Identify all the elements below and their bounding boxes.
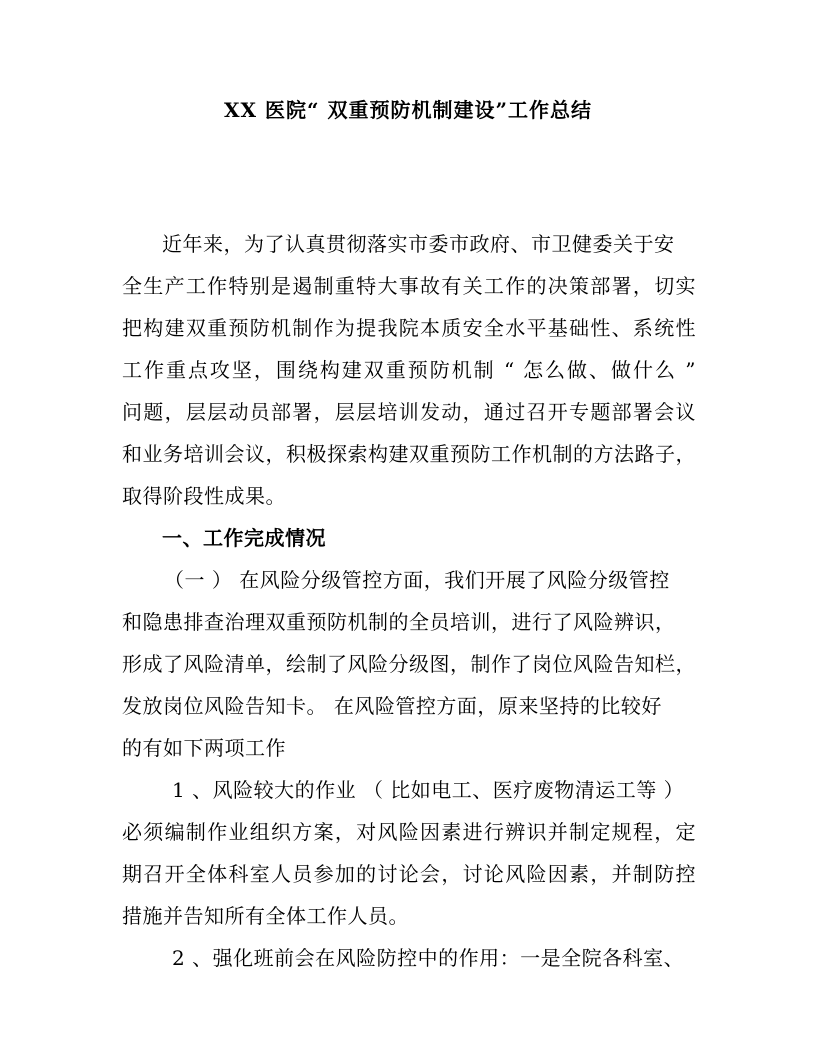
paragraph-line: 工作重点攻坚，围绕构建双重预防机制 “ 怎么做、做什么 ” <box>122 358 696 382</box>
paragraph-line: 取得阶段性成果。 <box>122 484 286 508</box>
paragraph-line: 形成了风险清单，绘制了风险分级图，制作了岗位风险告知栏， <box>122 652 696 676</box>
paragraph-line: 期召开全体科室人员参加的讨论会，讨论风险因素，并制防控 <box>122 862 696 886</box>
document-title: XX 医院“ 双重预防机制建设”工作总结 <box>224 98 592 122</box>
paragraph-line: 必须编制作业组织方案，对风险因素进行辨识并制定规程，定 <box>122 820 696 844</box>
paragraph-line: 和业务培训会议，积极探索构建双重预防工作机制的方法路子， <box>122 442 696 466</box>
paragraph-line: 的有如下两项工作 <box>122 736 286 760</box>
list-item-line: 1 、风险较大的作业 （ 比如电工、医疗废物清运工等 ） <box>172 778 685 802</box>
list-item-line: 2 、强化班前会在风险防控中的作用：一是全院各科室、 <box>172 946 685 970</box>
paragraph-line: 问题，层层动员部署，层层培训发动，通过召开专题部署会议 <box>122 400 696 424</box>
paragraph-line: 近年来，为了认真贯彻落实市委市政府、市卫健委关于安 <box>162 232 675 256</box>
paragraph-line: 和隐患排查治理双重预防机制的全员培训，进行了风险辨识， <box>122 610 676 634</box>
paragraph-line: 全生产工作特别是遏制重特大事故有关工作的决策部署，切实 <box>122 274 696 298</box>
paragraph-line: 发放岗位风险告知卡。 在风险管控方面，原来坚持的比较好 <box>122 694 662 718</box>
section-heading: 一、工作完成情况 <box>162 526 326 550</box>
paragraph-line: （一 ） 在风险分级管控方面，我们开展了风险分级管控 <box>164 568 670 592</box>
paragraph-line: 措施并告知所有全体工作人员。 <box>122 904 409 928</box>
paragraph-line: 把构建双重预防机制作为提我院本质安全水平基础性、系统性 <box>122 316 696 340</box>
